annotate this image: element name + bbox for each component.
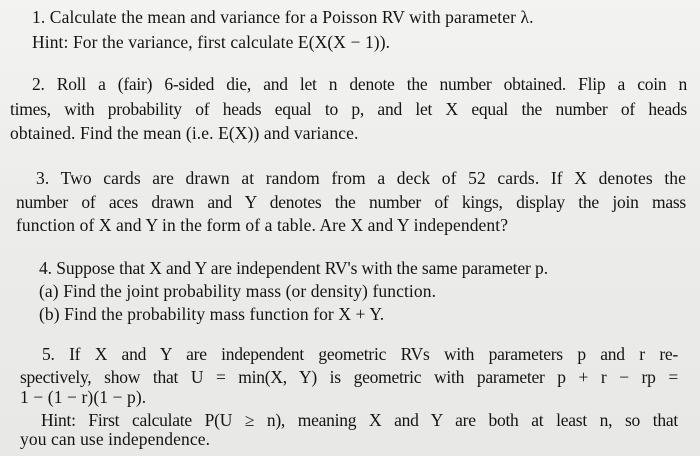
problem-2-line-3: obtained. Find the mean (i.e. E(X)) and variance.	[10, 123, 359, 143]
problem-3-line-2: number of aces drawn and Y denotes the number of kings, display the join mass	[16, 192, 686, 212]
problem-5-line-1: 5. If X and Y are independent geometric RVs with parameters p and r re-	[42, 344, 678, 364]
problem-3-line-3: function of X and Y in the form of a table. Are X and Y independent?	[16, 215, 509, 235]
problem-1-hint: Hint: For the variance, first calculate E(X(X − 1)).	[32, 32, 391, 52]
problem-4-part-a: (a) Find the joint probability mass (or density) function.	[39, 281, 437, 301]
problem-5-hint: Hint: First calculate P(U ≥ n), meaning X and Y are both at least n, so that	[41, 410, 678, 430]
problem-5-line-3: 1 − (1 − r)(1 − p).	[20, 387, 147, 407]
problem-4-part-b: (b) Find the probability mass function for X + Y.	[39, 304, 385, 324]
problem-1-line-1: 1. Calculate the mean and variance for a Poisson RV with parameter λ.	[32, 7, 534, 27]
problem-4-line-1: 4. Suppose that X and Y are independent RV's with the same parameter p.	[39, 258, 548, 278]
problem-2-line-2: times, with probability of heads equal to p, and let X equal the number of heads	[10, 99, 687, 119]
problem-2-line-1: 2. Roll a (fair) 6-sided die, and let n denote the number obtained. Flip a coin n	[32, 74, 687, 94]
problem-5-line-5: you can use independence.	[20, 429, 211, 449]
problem-5-line-2: spectively, show that U = min(X, Y) is geometric with parameter p + r − rp =	[20, 367, 678, 387]
problem-3-line-1: 3. Two cards are drawn at random from a deck of 52 cards. If X denotes the	[36, 168, 686, 188]
